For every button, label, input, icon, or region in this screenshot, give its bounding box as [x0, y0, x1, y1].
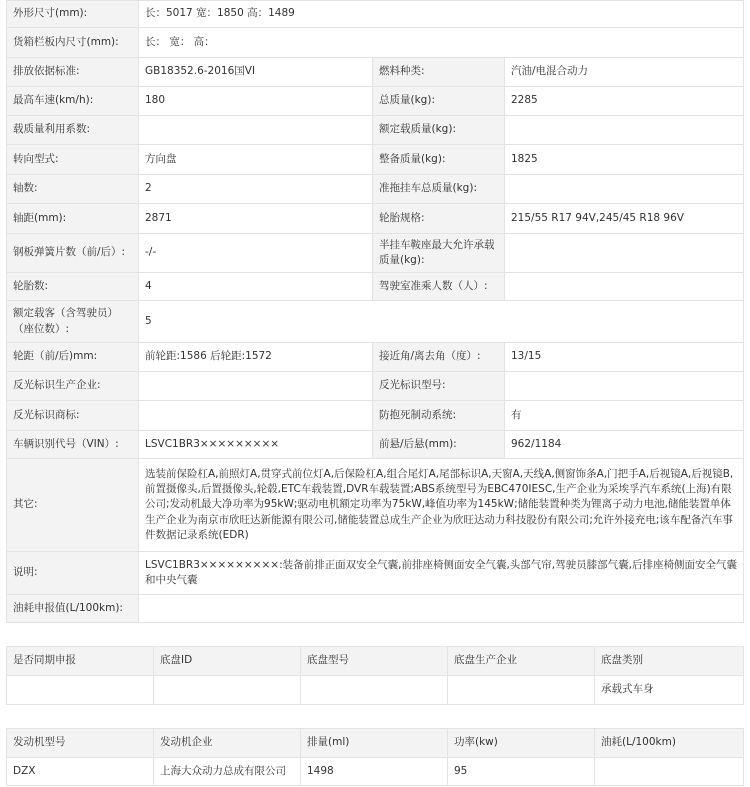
track-value: 前轮距:1586 后轮距:1572: [139, 343, 373, 372]
reflect-model-label: 反光标识型号:: [373, 372, 505, 401]
dims-label: 外形尺寸(mm):: [7, 1, 139, 28]
vehicle-spec-table: [6, 0, 744, 623]
fuel-cons-label: 油耗申报值(L/100km):: [7, 595, 139, 623]
engine-cell-maker: 上海大众动力总成有限公司: [154, 758, 301, 786]
engine-cell-displacement: 1498: [301, 758, 448, 786]
chassis-cell-type: 承载式车身: [595, 676, 744, 705]
steering-label: 转向型式:: [7, 145, 139, 175]
engine-header-consumption: 油耗(L/100km): [595, 729, 744, 758]
curb-mass-value: 1825: [505, 145, 744, 175]
tire-count-label: 轮胎数:: [7, 273, 139, 301]
cargo-value: 长： 宽： 高：: [139, 28, 744, 58]
engine-cell-model: DZX: [7, 758, 154, 786]
tire-spec-value: 215/55 R17 94V,245/45 R18 96V: [505, 204, 744, 234]
row-tire-count: [7, 273, 744, 301]
reflect-model-value: [505, 372, 744, 401]
tire-spec-label: 轮胎规格:: [373, 204, 505, 234]
vin-value: LSVC1BR3×××××××××: [139, 431, 373, 459]
overhang-label: 前悬/后悬(mm):: [373, 431, 505, 459]
engine-cell-power: 95: [448, 758, 595, 786]
track-label: 轮距（前/后)mm:: [7, 343, 139, 372]
row-emission: [7, 58, 744, 87]
engine-header-displacement: 排量(ml): [301, 729, 448, 758]
engine-row: [7, 758, 744, 786]
chassis-row: [7, 676, 744, 705]
chassis-header-sync: 是否同期申报: [7, 647, 154, 676]
speed-value: 180: [139, 87, 373, 116]
wheelbase-value: 2871: [139, 204, 373, 234]
other-value: 选装前保险杠A,前照灯A,贯穿式前位灯A,后保险杠A,组合尾灯A,尾部标识A,天窗A,天线A,侧窗饰条A,门把手A,后视镜A,后视镜B,前置摄像头,后置摄像头,轮毂,ETC车载装置,DVR车载装置;ABS系统型号为EBC470IESC,生产企业为采埃孚汽车系统(上海)有限公司;发动机最大净功率为95kW;驱动电机额定功率为75kW,峰值功率为145kW;储能装置种类为锂离子动力电池,储能装置单体生产企业为南京市欣旺达新能源有限公司,储能装置总成生产企业为欣旺达动力科技股份有限公司;允许外接充电;该车配备汽车事件数据记录系统(EDR): [139, 459, 744, 552]
row-cargo: [7, 28, 744, 58]
curb-mass-label: 整备质量(kg):: [373, 145, 505, 175]
fuel-type-label: 燃料种类:: [373, 58, 505, 87]
fuel-type-value: 汽油/电混合动力: [505, 58, 744, 87]
vin-label: 车辆识别代号（VIN）:: [7, 431, 139, 459]
row-spring: [7, 234, 744, 273]
cab-seats-value: [505, 273, 744, 301]
trailer-mass-value: [505, 175, 744, 204]
rated-load-value: [505, 116, 744, 145]
reflect-mfr-label: 反光标识生产企业:: [7, 372, 139, 401]
speed-label: 最高车速(km/h):: [7, 87, 139, 116]
engine-cell-consumption: [595, 758, 744, 786]
note-value: LSVC1BR3×××××××××:装备前排正面双安全气囊,前排座椅侧面安全气囊,头部气帘,驾驶员膝部气囊,后排座椅侧面安全气囊和中央气囊: [139, 552, 744, 595]
row-passengers: [7, 301, 744, 343]
cargo-label: 货箱栏板内尺寸(mm):: [7, 28, 139, 58]
total-mass-label: 总质量(kg):: [373, 87, 505, 116]
chassis-header-id: 底盘ID: [154, 647, 301, 676]
axles-value: 2: [139, 175, 373, 204]
load-util-label: 载质量利用系数:: [7, 116, 139, 145]
rated-load-label: 额定载质量(kg):: [373, 116, 505, 145]
row-reflect-brand: [7, 401, 744, 431]
other-label: 其它:: [7, 459, 139, 552]
approach-angle-value: 13/15: [505, 343, 744, 372]
load-util-value: [139, 116, 373, 145]
spring-label: 钢板弹簧片数（前/后）:: [7, 234, 139, 273]
saddle-load-label: 半挂车鞍座最大允许承载质量(kg):: [373, 234, 505, 273]
spring-value: -/-: [139, 234, 373, 273]
fuel-cons-value: [139, 595, 744, 623]
chassis-header-row: [7, 647, 744, 676]
axles-label: 轴数:: [7, 175, 139, 204]
row-axles: [7, 175, 744, 204]
abs-label: 防抱死制动系统:: [373, 401, 505, 431]
row-other: [7, 459, 744, 552]
chassis-cell-model: [301, 676, 448, 705]
tire-count-value: 4: [139, 273, 373, 301]
chassis-header-maker: 底盘生产企业: [448, 647, 595, 676]
engine-header-power: 功率(kw): [448, 729, 595, 758]
row-reflect-mfr: [7, 372, 744, 401]
chassis-header-model: 底盘型号: [301, 647, 448, 676]
row-steering: [7, 145, 744, 175]
emission-value: GB18352.6-2016国VI: [139, 58, 373, 87]
row-dimensions: [7, 1, 744, 28]
chassis-cell-maker: [448, 676, 595, 705]
chassis-cell-id: [154, 676, 301, 705]
saddle-load-value: [505, 234, 744, 273]
chassis-header-type: 底盘类别: [595, 647, 744, 676]
note-label: 说明:: [7, 552, 139, 595]
emission-label: 排放依据标准:: [7, 58, 139, 87]
reflect-mfr-value: [139, 372, 373, 401]
wheelbase-label: 轴距(mm):: [7, 204, 139, 234]
seats-label: 额定载客（含驾驶员）（座位数）:: [7, 301, 139, 343]
abs-value: 有: [505, 401, 744, 431]
row-track: [7, 343, 744, 372]
reflect-brand-label: 反光标识商标:: [7, 401, 139, 431]
total-mass-value: 2285: [505, 87, 744, 116]
row-note: [7, 552, 744, 595]
trailer-mass-label: 准拖挂车总质量(kg):: [373, 175, 505, 204]
row-wheelbase: [7, 204, 744, 234]
seats-value: 5: [139, 301, 744, 343]
engine-table: [6, 728, 744, 786]
row-vin: [7, 431, 744, 459]
steering-value: 方向盘: [139, 145, 373, 175]
overhang-value: 962/1184: [505, 431, 744, 459]
engine-header-maker: 发动机企业: [154, 729, 301, 758]
dims-value: 长：5017 宽：1850 高：1489: [139, 1, 744, 28]
chassis-cell-sync: [7, 676, 154, 705]
engine-header-model: 发动机型号: [7, 729, 154, 758]
engine-header-row: [7, 729, 744, 758]
chassis-table: [6, 646, 744, 705]
row-speed: [7, 87, 744, 116]
cab-seats-label: 驾驶室准乘人数（人）:: [373, 273, 505, 301]
row-fuel-consumption: [7, 595, 744, 623]
reflect-brand-value: [139, 401, 373, 431]
row-load: [7, 116, 744, 145]
approach-angle-label: 接近角/离去角（度）:: [373, 343, 505, 372]
